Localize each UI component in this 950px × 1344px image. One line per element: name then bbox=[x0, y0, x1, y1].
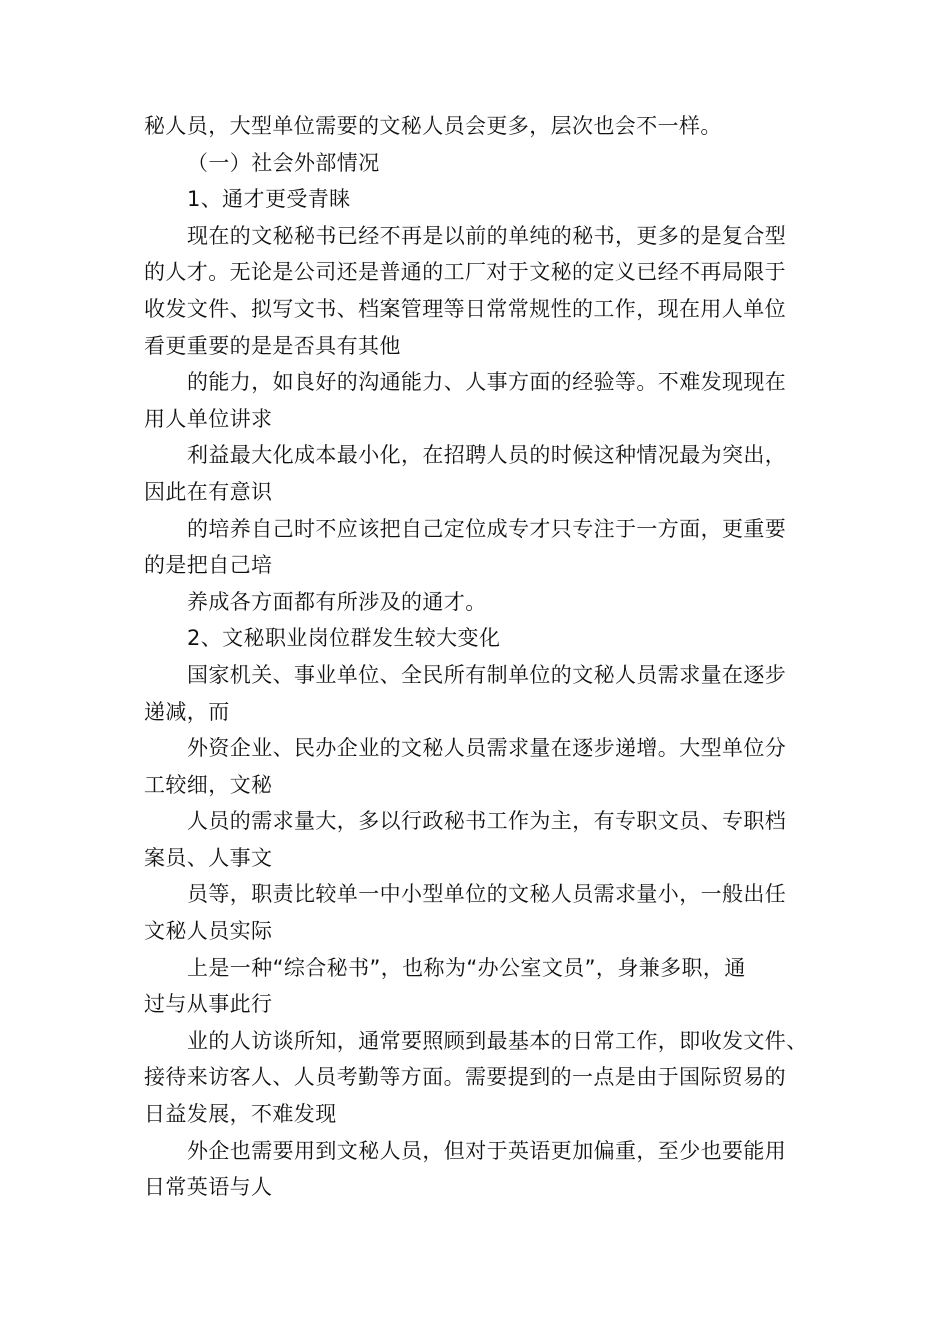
text-line: 利益最大化成本最小化，在招聘人员的时候这种情况最为突出， bbox=[187, 443, 787, 468]
text-line: 工较细，文秘 bbox=[144, 772, 273, 797]
text-line: 的培养自己时不应该把自己定位成专才只专注于一方面，更重要 bbox=[187, 516, 787, 541]
text-line: （一）社会外部情况 bbox=[187, 150, 380, 175]
text-line: 外资企业、民办企业的文秘人员需求量在逐步递增。大型单位分 bbox=[187, 736, 787, 761]
text-line: 人员的需求量大，多以行政秘书工作为主，有专职文员、专职档 bbox=[187, 809, 787, 834]
text-line: 递减，而 bbox=[144, 699, 230, 724]
text-line: 收发文件、拟写文书、档案管理等日常常规性的工作，现在用人单位 bbox=[144, 296, 786, 321]
text-line: 业的人访谈所知，通常要照顾到最基本的日常工作，即收发文件、 bbox=[187, 1028, 808, 1053]
text-line: 的是把自己培 bbox=[144, 553, 273, 578]
text-line: 的能力，如良好的沟通能力、人事方面的经验等。不难发现现在 bbox=[187, 370, 787, 395]
text-line: 日益发展，不难发现 bbox=[144, 1102, 337, 1127]
text-line: 上是一种“综合秘书”，也称为“办公室文员”，身兼多职，通 bbox=[187, 955, 746, 980]
text-line: 案员、人事文 bbox=[144, 845, 273, 870]
text-line: 接待来访客人、人员考勤等方面。需要提到的一点是由于国际贸易的 bbox=[144, 1065, 786, 1090]
text-line: 的人才。无论是公司还是普通的工厂对于文秘的定义已经不再局限于 bbox=[144, 260, 786, 285]
text-line: 秘人员，大型单位需要的文秘人员会更多，层次也会不一样。 bbox=[144, 114, 722, 138]
text-line: 过与从事此行 bbox=[144, 992, 273, 1017]
text-line: 用人单位讲求 bbox=[144, 406, 273, 431]
text-line: 养成各方面都有所涉及的通才。 bbox=[187, 589, 487, 614]
document-body bbox=[144, 108, 814, 1206]
text-line: 看更重要的是是否具有其他 bbox=[144, 333, 401, 358]
text-line: 员等，职责比较单一中小型单位的文秘人员需求量小，一般出任 bbox=[187, 882, 787, 907]
text-line: 文秘人员实际 bbox=[144, 919, 273, 944]
text-line: 日常英语与人 bbox=[144, 1175, 273, 1200]
text-line: 国家机关、事业单位、全民所有制单位的文秘人员需求量在逐步 bbox=[187, 662, 787, 687]
text-line: 外企也需要用到文秘人员，但对于英语更加偏重，至少也要能用 bbox=[187, 1138, 787, 1163]
text-line: 2、文秘职业岗位群发生较大变化 bbox=[187, 626, 501, 651]
text-line: 现在的文秘秘书已经不再是以前的单纯的秘书，更多的是复合型 bbox=[187, 223, 787, 248]
text-line: 1、通才更受青睐 bbox=[187, 187, 351, 212]
text-line: 因此在有意识 bbox=[144, 479, 273, 504]
